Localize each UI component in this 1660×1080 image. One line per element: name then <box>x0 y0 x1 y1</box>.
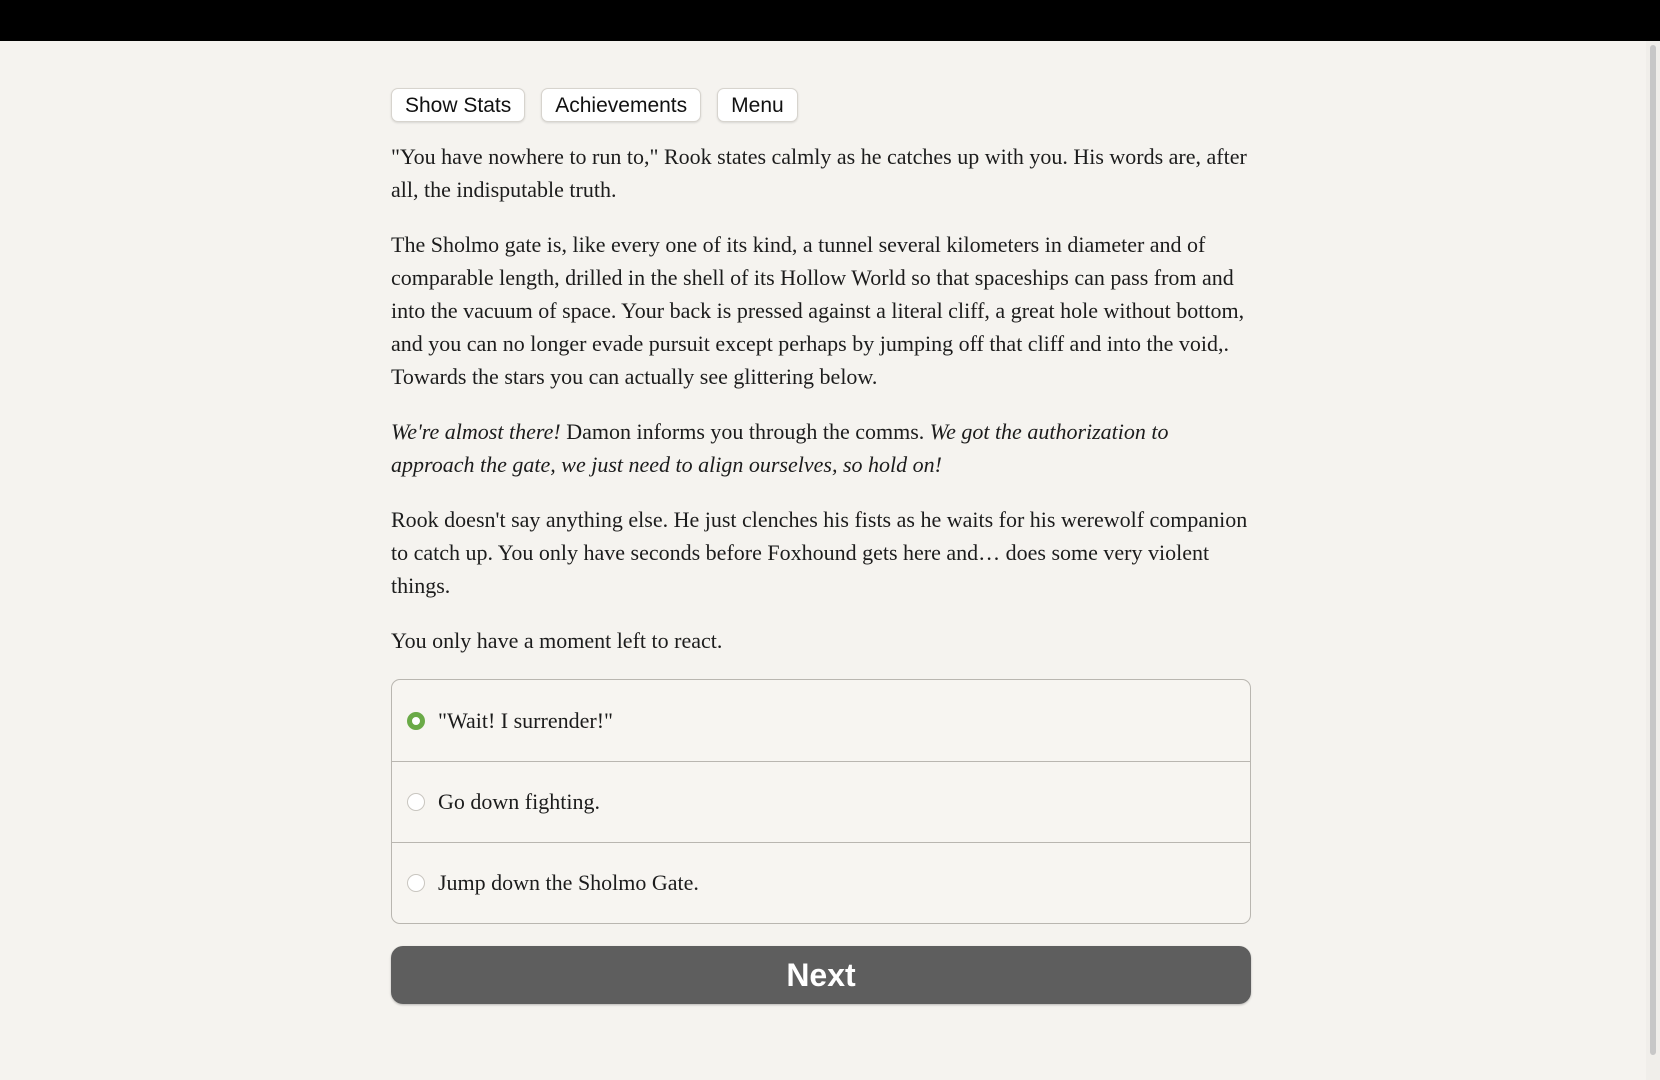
scrollbar-thumb[interactable] <box>1650 45 1656 1055</box>
radio-empty-icon[interactable] <box>407 874 425 892</box>
choice-label: Go down fighting. <box>438 789 600 814</box>
radio-empty-icon[interactable] <box>407 793 425 811</box>
choice-list <box>391 679 1251 924</box>
menu-button[interactable]: Menu <box>717 88 798 122</box>
choice-option-fight[interactable] <box>392 761 1250 842</box>
choice-label: Jump down the Sholmo Gate. <box>438 870 699 895</box>
nav-bar <box>391 88 1251 122</box>
next-button[interactable]: Next <box>391 946 1251 1004</box>
story-paragraph: You only have a moment left to react. <box>391 628 723 653</box>
radio-selected-icon[interactable] <box>407 712 425 730</box>
comms-italic-text: We got the authorization to approach the gate, we just need to align ourselves, so hold on! <box>391 419 1169 477</box>
comms-italic-text: We're almost there! <box>391 419 561 444</box>
choice-option-surrender[interactable] <box>392 680 1250 761</box>
choice-label: "Wait! I surrender!" <box>438 707 614 733</box>
choice-option-jump[interactable] <box>392 842 1250 923</box>
story-paragraph: "You have nowhere to run to," Rook states calmly as he catches up with you. His words are, after all, the indisputable truth. <box>391 144 1247 202</box>
window-top-bar <box>0 0 1660 41</box>
show-stats-button[interactable]: Show Stats <box>391 88 525 122</box>
story-text: Damon informs you through the comms. <box>560 419 930 444</box>
story-paragraph: The Sholmo gate is, like every one of its kind, a tunnel several kilometers in diameter and of comparable length, drilled in the shell of its Hollow World so that spaceships can pass from and into the vacuum of space. Your back is pressed against a literal cliff, a great hole without bottom, and you can no longer evade pursuit except perhaps by jumping off that cliff and into the void,. Towards the stars you can actually see glittering below. <box>391 232 1245 389</box>
story-paragraph <box>391 415 1251 481</box>
game-content <box>391 88 1251 1004</box>
scrollbar[interactable] <box>1646 41 1660 1080</box>
story-paragraph: Rook doesn't say anything else. He just clenches his fists as he waits for his werewolf companion to catch up. You only have seconds before Foxhound gets here and… does some very violent things. <box>391 507 1248 598</box>
achievements-button[interactable]: Achievements <box>541 88 701 122</box>
story-passage <box>391 140 1251 657</box>
